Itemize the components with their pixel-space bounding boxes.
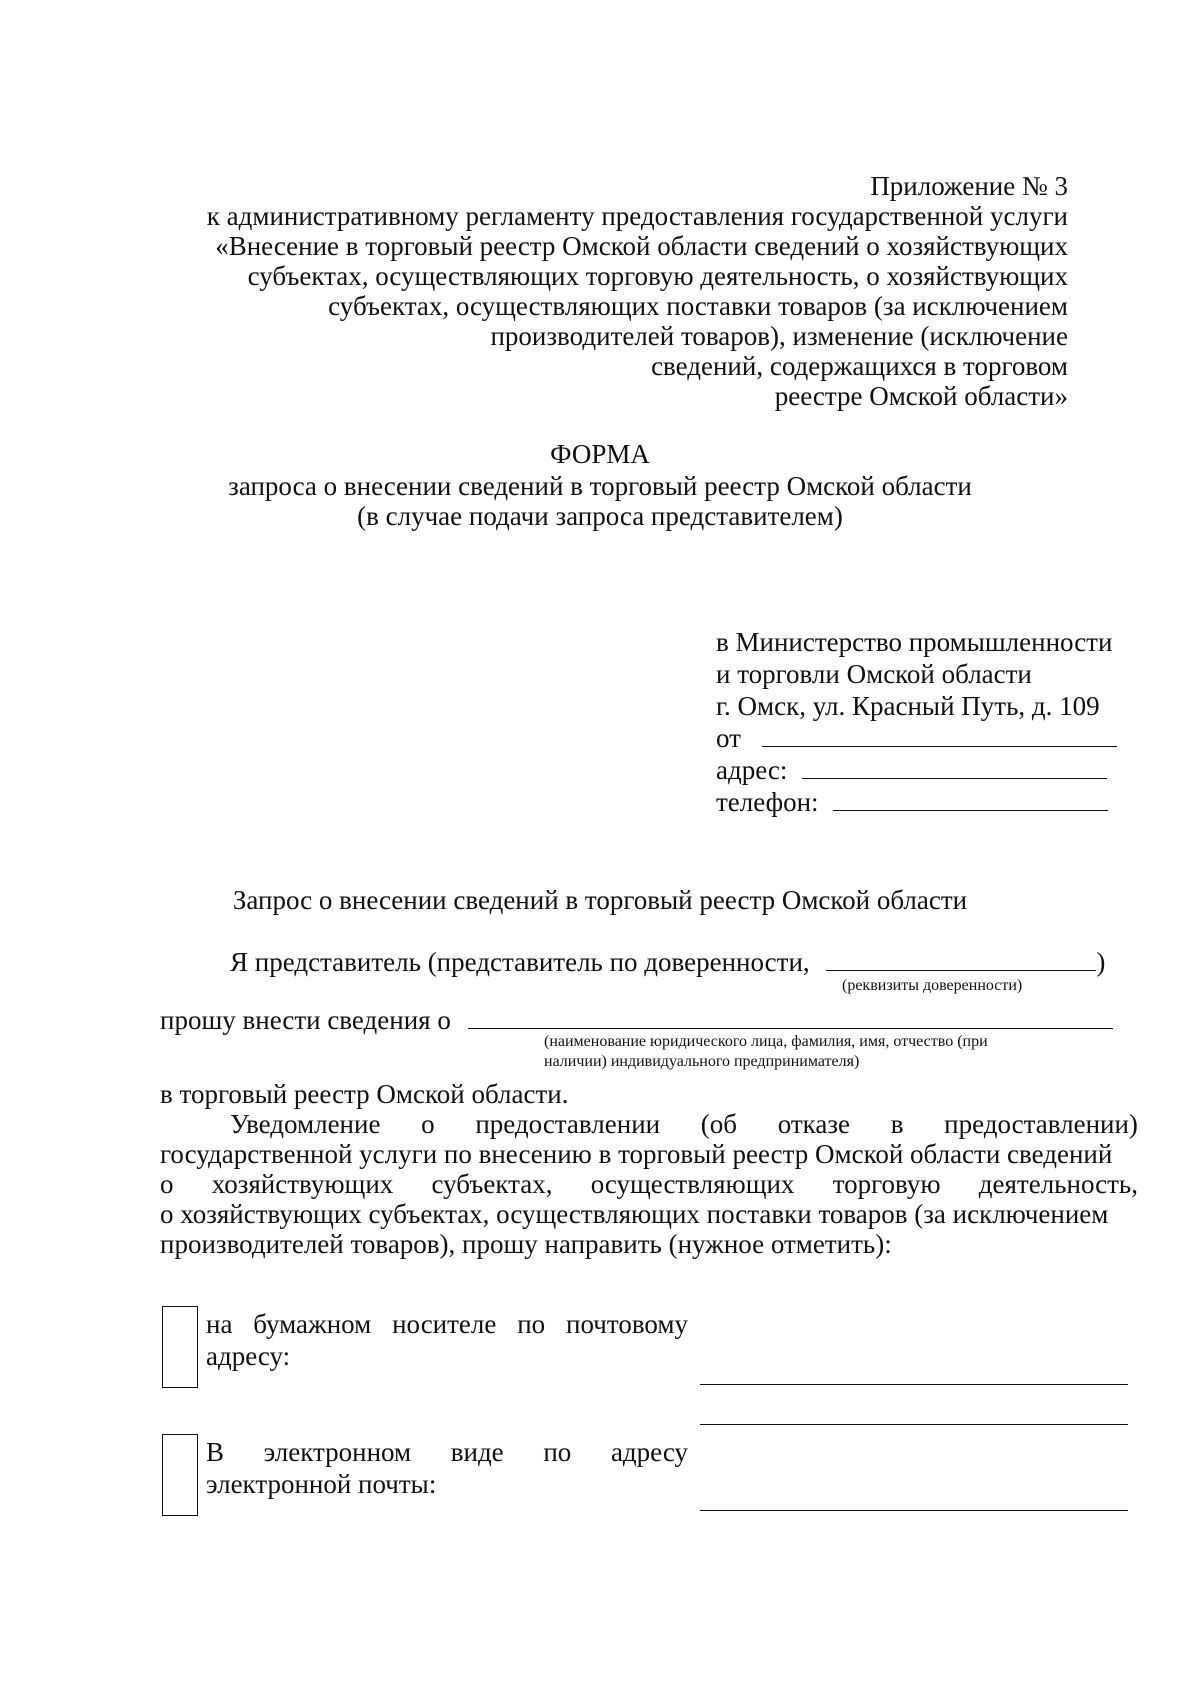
appendix-line: сведений, содержащихся в торговом [651, 351, 1068, 381]
ask-label: прошу внести сведения о [160, 1005, 451, 1035]
notice-line [160, 1168, 1138, 1200]
word: на [206, 1309, 233, 1339]
address-row [716, 754, 1107, 786]
from-blank[interactable] [762, 722, 1117, 747]
addressee-line: в Министерство промышленности [716, 627, 1113, 657]
word: носителе [392, 1309, 497, 1339]
appendix-line: «Внесение в торговый реестр Омской области сведений о хозяйствующих [215, 231, 1068, 261]
word: о [160, 1169, 174, 1199]
word: по [543, 1437, 572, 1467]
paper-delivery-checkbox[interactable] [162, 1306, 198, 1388]
registry-line: в торговый реестр Омской области. [160, 1079, 569, 1109]
email-option-label [206, 1436, 688, 1468]
power-of-attorney-blank[interactable] [826, 946, 1096, 971]
phone-row [716, 786, 1108, 818]
word: субъектах, [431, 1169, 553, 1199]
appendix-line: к административному регламенту предоставления государственной услуги [206, 201, 1068, 231]
word: хозяйствующих [211, 1169, 394, 1199]
paper-option-label [206, 1308, 688, 1340]
word: адресу [610, 1437, 688, 1467]
power-of-attorney-hint: (реквизиты доверенности) [842, 977, 1023, 994]
appendix-line: субъектах, осуществляющих поставки товаров (за исключением [328, 291, 1068, 321]
word: бумажном [253, 1309, 372, 1339]
postal-address-blank[interactable] [700, 1384, 1128, 1385]
word: о [421, 1109, 435, 1139]
notice-line [230, 1108, 1138, 1140]
notice-line: государственной услуги по внесению в торговый реестр Омской области сведений [160, 1139, 1113, 1169]
email-address-blank[interactable] [700, 1510, 1128, 1511]
word: по [517, 1309, 546, 1339]
representative-row [230, 946, 1105, 978]
appendix-line: субъектах, осуществляющих торговую деятельность, о хозяйствующих [247, 261, 1068, 291]
from-label: от [716, 723, 741, 753]
paper-option-label-2: адресу: [206, 1341, 291, 1371]
word: торговую [832, 1169, 941, 1199]
word: предоставлении) [944, 1109, 1138, 1139]
form-subtitle-note: (в случае подачи запроса представителем) [357, 501, 843, 531]
email-option-label-2: электронной почты: [206, 1469, 437, 1499]
appendix-line: производителей товаров), изменение (исключение [490, 321, 1068, 351]
from-row [716, 722, 1117, 754]
word: (об [700, 1109, 738, 1139]
word: виде [450, 1437, 504, 1467]
address-blank[interactable] [802, 754, 1107, 779]
appendix-line: реестре Омской области» [774, 381, 1068, 411]
closing-paren: ) [1096, 947, 1106, 977]
addressee-line: и торговли Омской области [716, 659, 1032, 689]
word: отказе [777, 1109, 851, 1139]
request-title: Запрос о внесении сведений в торговый реестр Омской области [232, 885, 968, 915]
address-label: адрес: [716, 755, 788, 785]
word: Уведомление [230, 1109, 381, 1139]
word: осуществляющих [590, 1169, 795, 1199]
phone-label: телефон: [716, 787, 819, 817]
addressee-address: г. Омск, ул. Красный Путь, д. 109 [716, 691, 1100, 721]
postal-address-blank-2[interactable] [700, 1424, 1128, 1425]
form-heading: ФОРМА [550, 439, 650, 469]
entity-name-blank[interactable] [468, 1004, 1113, 1029]
word: предоставлении [475, 1109, 661, 1139]
word: электронном [263, 1437, 412, 1467]
notice-line: о хозяйствующих субъектах, осуществляющих поставки товаров (за исключением [160, 1199, 1109, 1229]
entity-hint: наличии) индивидуального предпринимателя) [544, 1053, 860, 1070]
word: деятельность, [978, 1169, 1138, 1199]
word: В [206, 1437, 225, 1467]
appendix-number: Приложение № 3 [870, 171, 1068, 201]
notice-line: производителей товаров), прошу направить (нужное отметить): [160, 1229, 892, 1259]
phone-blank[interactable] [833, 786, 1108, 811]
entity-hint: (наименование юридического лица, фамилия, имя, отчество (при [544, 1033, 988, 1050]
representative-label: Я представитель (представитель по доверенности, [230, 947, 810, 977]
email-delivery-checkbox[interactable] [162, 1434, 198, 1516]
form-subtitle: запроса о внесении сведений в торговый реестр Омской области [228, 471, 972, 501]
word: в [890, 1109, 904, 1139]
word: почтовому [566, 1309, 688, 1339]
